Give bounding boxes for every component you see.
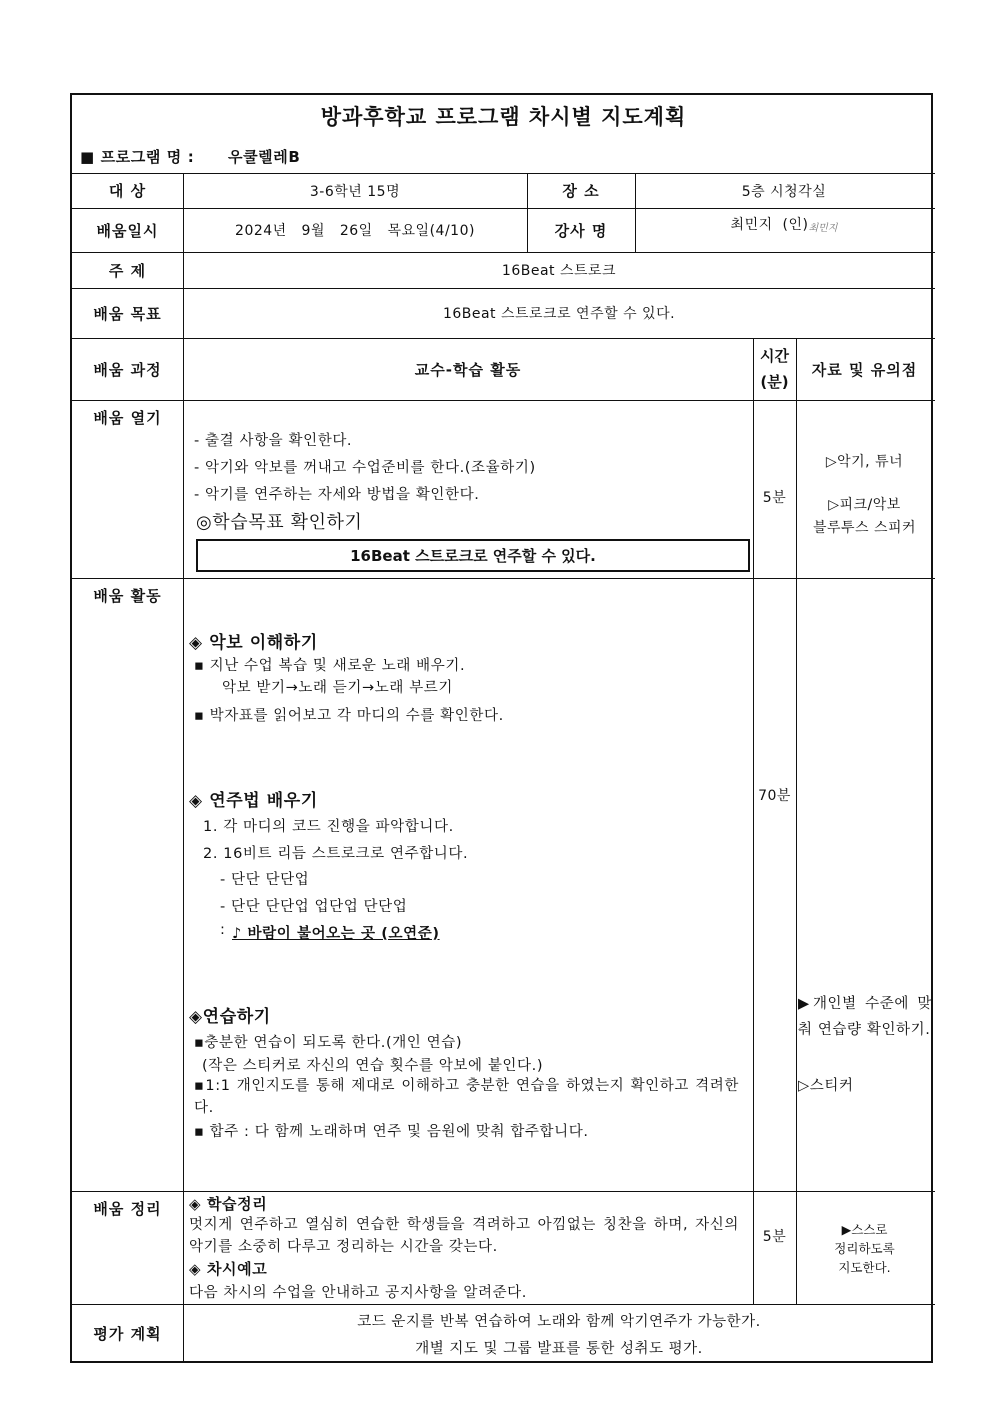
target-label: 대 상 [108,182,147,200]
target-value: 3-6학년 15명 [309,183,401,200]
objective-label: 배움 목표 [93,304,162,323]
summary-text: 멋지게 연주하고 열심히 연습한 학생들을 격려하고 아낌없는 칭찬을 하며, 자신의 악기를 소중히 다루고 정리하는 시간을 갖는다. [189,1217,739,1255]
instructor-cell [635,208,933,252]
document-title: 방과후학교 프로그램 차시별 지도계획 [320,105,687,129]
activity-label: 배움 활동 [93,586,162,605]
activity-line: ▪ 박자표를 읽어보고 각 마디의 수를 확인한다. [194,708,504,724]
lesson-plan-table [70,93,933,1363]
activity-note: ▶개인별 수준에 맞춰 연습량 확인하기. [798,996,932,1038]
closing-note: 지도한다. [838,1260,891,1275]
topic-label: 주 제 [108,261,147,280]
instructor-value: 최민지 (인) [730,217,809,233]
column-divider [796,338,797,1304]
time-header: 시간(분) [760,347,789,391]
process-header: 배움 과정 [93,360,162,379]
song-prefix: : [220,922,226,938]
opening-time: 5분 [762,490,787,506]
materials-header: 자료 및 유의점 [811,360,918,379]
program-name: 우쿨렐레B [228,148,301,166]
goal-check-heading: ◎학습목표 확인하기 [196,512,363,533]
activity-line: 악보 받기→노래 듣기→노래 부르기 [222,680,454,696]
closing-note: ▶스스로 [841,1222,888,1237]
opening-material: ▷악기, 튜너 [825,454,904,470]
activity-header: 교수-학습 활동 [414,360,522,379]
opening-line: - 악기를 연주하는 자세와 방법을 확인한다. [194,487,480,503]
instructor-label: 강사 명 [554,221,608,240]
opening-material: ▷피크/악보 [828,497,901,513]
opening-line: - 악기와 악보를 꺼내고 수업준비를 한다.(조율하기) [194,460,536,476]
place-label: 장 소 [562,182,600,200]
date-label: 배움일시 [96,221,159,240]
date-value: 2024년 9월 26일 목요일(4/10) [235,223,475,239]
preview-heading: ◈ 차시예고 [189,1260,268,1278]
activity-line: - 단단 단단업 [220,872,310,888]
section-heading: ◈ 연주법 배우기 [189,791,318,811]
opening-line: - 출결 사항을 확인한다. [194,433,353,449]
section-heading: ◈ 악보 이해하기 [189,633,318,653]
song-title: ♪ 바람이 불어오는 곳 (오연준) [232,926,440,942]
signature: 최민지 [808,222,838,234]
activity-line: ▪충분한 연습이 되도록 한다.(개인 연습) [194,1035,463,1051]
row-divider [72,578,935,579]
preview-text: 다음 차시의 수업을 안내하고 공지사항을 알려준다. [189,1285,527,1301]
activity-paragraph: ▪1:1 개인지도를 통해 제대로 이해하고 충분한 연습을 하였는지 확인하고 격려한다. [194,1078,739,1116]
activity-line: ▪ 지난 수업 복습 및 새로운 노래 배우기. [194,658,466,674]
opening-material: 블루투스 스피커 [812,520,917,536]
evaluation-line: 개별 지도 및 그룹 발표를 통한 성취도 평가. [415,1340,703,1357]
activity-line: - 단단 단단업 업단업 단단업 [220,899,408,915]
activity-material: ▷스티커 [798,1078,854,1094]
topic-value: 16Beat 스트로크 [501,263,617,279]
activity-line: (작은 스티커로 자신의 연습 횟수를 악보에 붙인다.) [202,1058,544,1074]
activity-line: 2. 16비트 리듬 스트로크로 연주합니다. [203,846,469,862]
row-divider [72,1304,935,1305]
closing-label: 배움 정리 [93,1199,162,1218]
opening-label: 배움 열기 [93,408,162,427]
activity-line: 1. 각 마디의 코드 진행을 파악합니다. [203,819,454,835]
activity-line: ▪ 합주 : 다 함께 노래하며 연주 및 음원에 맞춰 합주합니다. [194,1124,589,1140]
evaluation-line: 코드 운지를 반복 연습하여 노래와 함께 악기연주가 가능한가. [357,1313,761,1330]
column-divider [753,338,754,1304]
summary-heading: ◈ 학습정리 [189,1195,268,1213]
closing-note: 정리하도록 [834,1241,895,1256]
goal-box: 16Beat 스트로크로 연주할 수 있다. [196,539,750,572]
row-divider [72,400,935,401]
program-label: ■ 프로그램 명 : [80,148,195,166]
place-value: 5층 시청각실 [741,183,827,200]
row-divider [72,1191,935,1192]
section-heading: ◈연습하기 [189,1007,271,1027]
closing-time: 5분 [762,1229,787,1245]
objective-value: 16Beat 스트로크로 연주할 수 있다. [442,306,676,322]
evaluation-label: 평가 계획 [93,1325,162,1343]
activity-time: 70분 [758,788,791,804]
